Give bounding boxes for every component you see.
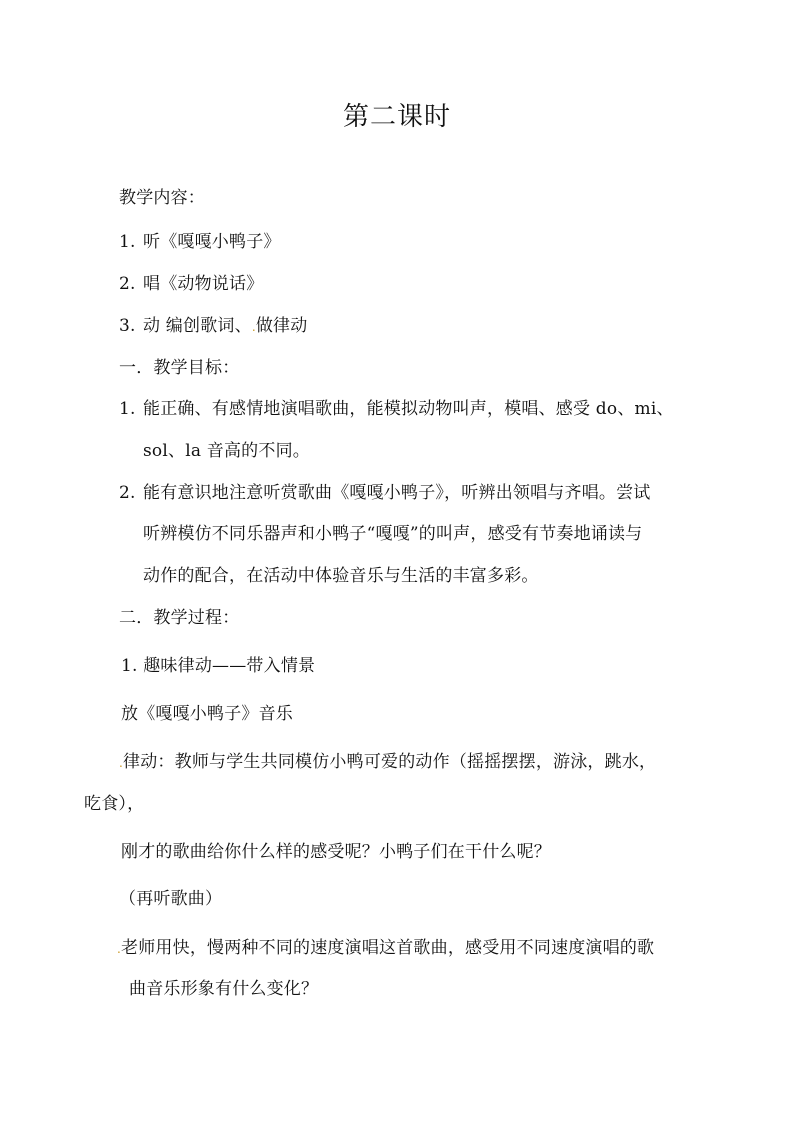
content-item-text: 唱《动物说话》 bbox=[143, 274, 264, 294]
revision-mark: . bbox=[119, 756, 124, 770]
revision-mark: . bbox=[251, 320, 256, 334]
goal-2-line-1 bbox=[119, 482, 651, 504]
content-item-text: 听《嘎嘎小鸭子》 bbox=[143, 232, 281, 252]
process-step-1: 1. 趣味律动——带入情景 bbox=[121, 656, 316, 676]
goal-2-line-3: 动作的配合，在活动中体验音乐与生活的丰富多彩。 bbox=[143, 566, 539, 586]
goal-1-line-2: sol、la 音高的不同。 bbox=[143, 441, 310, 461]
content-item-text-cont: 做律动 bbox=[255, 316, 308, 336]
goals-heading: 一．教学目标： bbox=[119, 358, 240, 378]
teacher-line-1 bbox=[117, 937, 654, 960]
teacher-text: 老师用快，慢两种不同的速度演唱这首歌曲，感受用不同速度演唱的歌 bbox=[121, 938, 655, 958]
content-label: 教学内容： bbox=[119, 188, 205, 208]
listen-again-line: （再听歌曲） bbox=[119, 889, 223, 909]
goal-1-line-1 bbox=[119, 398, 674, 420]
revision-mark: . bbox=[117, 942, 122, 956]
goal-2-line-2: 听辨模仿不同乐器声和小鸭子“嘎嘎”的叫声，感受有节奏地诵读与 bbox=[143, 524, 643, 544]
play-music-line: 放《嘎嘎小鸭子》音乐 bbox=[121, 704, 293, 724]
process-heading: 二．教学过程： bbox=[119, 608, 240, 628]
rhythm-line-1 bbox=[119, 751, 656, 774]
goal-number: 2. bbox=[119, 483, 136, 503]
page-title: 第二课时 bbox=[342, 102, 451, 132]
content-item-1 bbox=[119, 231, 281, 253]
content-item-text: 动 编创歌词、 bbox=[143, 316, 252, 336]
content-item-number: 3. bbox=[119, 316, 136, 336]
goal-number: 1. bbox=[119, 399, 136, 419]
content-item-3 bbox=[119, 315, 307, 338]
content-item-number: 2. bbox=[119, 274, 136, 294]
goal-text: 能有意识地注意听赏歌曲《嘎嘎小鸭子》，听辨出领唱与齐唱。尝试 bbox=[143, 483, 651, 503]
question-line: 刚才的歌曲给你什么样的感受呢？小鸭子们在干什么呢？ bbox=[121, 842, 551, 862]
goal-text: 能正确、有感情地演唱歌曲，能模拟动物叫声，模唱、感受 do、mi、 bbox=[143, 399, 674, 419]
rhythm-line-2: 吃食）， bbox=[84, 794, 145, 814]
teacher-line-2: 曲音乐形象有什么变化？ bbox=[129, 979, 319, 999]
rhythm-text: 律动：教师与学生共同模仿小鸭可爱的动作（摇摇摆摆，游泳，跳水， bbox=[123, 752, 657, 772]
content-item-number: 1. bbox=[119, 232, 136, 252]
content-item-2 bbox=[119, 273, 263, 295]
